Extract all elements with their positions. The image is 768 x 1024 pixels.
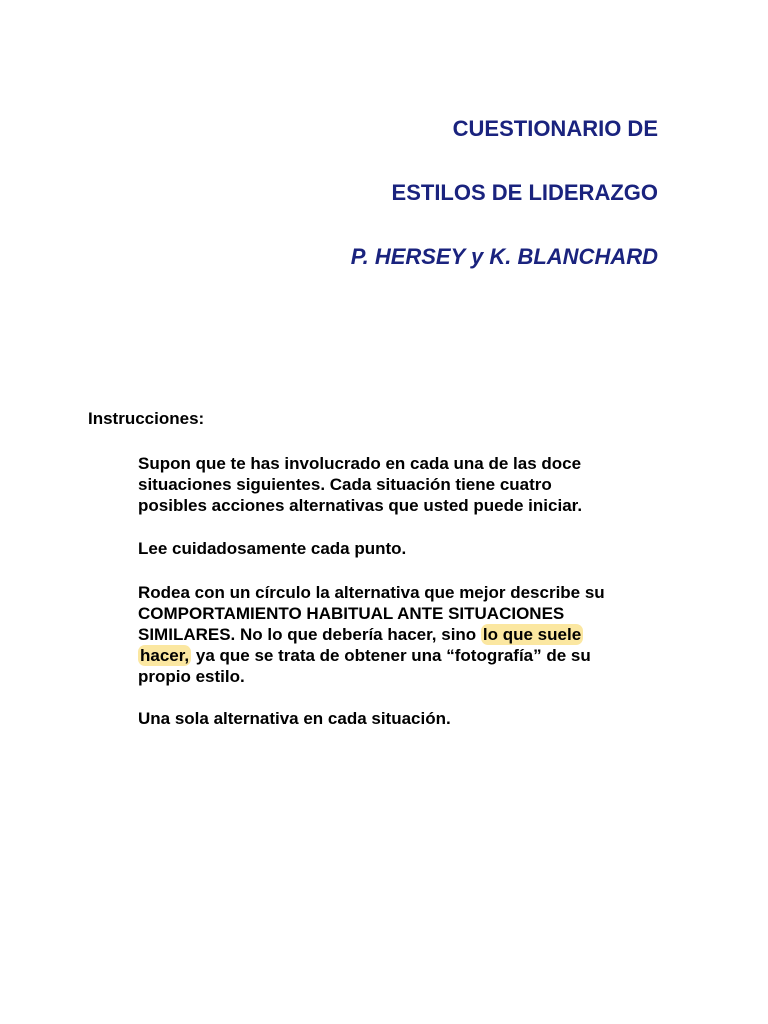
instructions-heading: Instrucciones: [88,409,205,428]
title-line-1: CUESTIONARIO DE [452,116,658,141]
paragraph-3-line-5: propio estilo. [138,667,245,686]
paragraph-3-line-2: COMPORTAMIENTO HABITUAL ANTE SITUACIONES [138,604,565,623]
paragraph-1-line-2: situaciones siguientes. Cada situación tiene cuatro [138,475,552,494]
paragraph-1-line-3: posibles acciones alternativas que usted puede iniciar. [138,496,583,515]
paragraph-3-line-4: ya que se trata de obtener una “fotografía” de su [191,646,591,665]
title-line-2: ESTILOS DE LIDERAZGO [391,180,658,205]
instructions-paragraph-2: Lee cuidadosamente cada punto. [138,539,407,558]
instructions-paragraph-1 [138,453,698,516]
authors-line: P. HERSEY y K. BLANCHARD [350,244,658,269]
instructions-paragraph-3 [138,582,698,687]
paragraph-3-line-1: Rodea con un círculo la alternativa que mejor describe su [138,583,605,602]
paragraph-3-line-3: SIMILARES. No lo que debería hacer, sino [138,625,481,644]
highlighted-text-1: lo que suele [482,625,582,644]
paragraph-1-line-1: Supon que te has involucrado en cada una de las doce [138,454,582,473]
highlighted-text-2: hacer, [140,646,190,665]
instructions-paragraph-4: Una sola alternativa en cada situación. [138,709,451,728]
